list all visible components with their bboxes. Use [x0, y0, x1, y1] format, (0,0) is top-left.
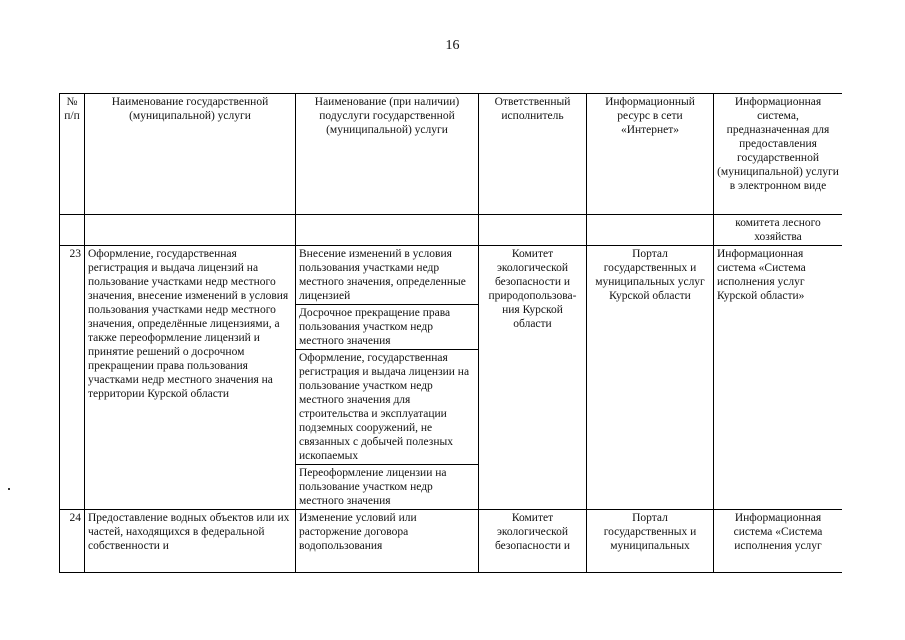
- table-row: [60, 510, 843, 573]
- subservice-item: Изменение условий или расторжение договора водопользования: [296, 510, 479, 573]
- row-number: 23: [60, 246, 85, 510]
- internet-resource: Портал государственных и муниципальных услуг Курской области: [587, 246, 714, 510]
- spill-subservice: [296, 215, 479, 246]
- spill-row: [60, 215, 843, 246]
- page-number: 16: [445, 38, 460, 53]
- header-executor: Ответственный исполнитель: [479, 94, 587, 215]
- header-service-name: Наименование государственной (муниципальной) услуги: [85, 94, 296, 215]
- spill-name: [85, 215, 296, 246]
- internet-resource: Портал государственных и муниципальных: [587, 510, 714, 573]
- scan-speck: [8, 488, 10, 490]
- spill-executor: [479, 215, 587, 246]
- spill-num: [60, 215, 85, 246]
- spill-resource: [587, 215, 714, 246]
- executor: Комитет экологической безопасности и: [479, 510, 587, 573]
- info-system: Информационная система «Система исполнения услуг: [714, 510, 843, 573]
- header-num: № п/п: [60, 94, 85, 215]
- header-internet-resource: Информационный ресурс в сети «Интернет»: [587, 94, 714, 215]
- subservice-item: Переоформление лицензии на пользование участком недр местного значения: [296, 465, 479, 510]
- executor: Комитет экологической безопасности и природопользова-ния Курской области: [479, 246, 587, 510]
- services-table: [59, 93, 842, 583]
- subservice-item: Оформление, государственная регистрация и выдача лицензии на пользование участком недр местного значения для строительства и эксплуатации подземных сооружений, не связанных с добычей полезных ископаемых: [296, 350, 479, 465]
- table-row: [60, 246, 843, 305]
- subservice-item: Внесение изменений в условия пользования участками недр местного значения, определенные лицензией: [296, 246, 479, 305]
- header-subservice-name: Наименование (при наличии) подуслуги государственной (муниципальной) услуги: [296, 94, 479, 215]
- service-name: Оформление, государственная регистрация и выдача лицензий на пользование участками недр местного значения, внесение изменений в условия пользования участками недр местного значения, определённые лицензиями, а также переоформление лицензий и принятие решений о досрочном прекращении права пользования участками недр местного значения на территории Курской области: [85, 246, 296, 510]
- header-info-system: Информационная система, предназначенная для предоставления государственной (муниципальной) услуги в электронном виде: [714, 94, 843, 215]
- spill-info-system: комитета лесного хозяйства: [714, 215, 843, 246]
- info-system: Информационная система «Система исполнения услуг Курской области»: [714, 246, 843, 510]
- service-name: Предоставление водных объектов или их частей, находящихся в федеральной собственности и: [85, 510, 296, 573]
- subservice-item: Досрочное прекращение права пользования участком недр местного значения: [296, 305, 479, 350]
- row-number: 24: [60, 510, 85, 573]
- table-header-row: [60, 94, 843, 215]
